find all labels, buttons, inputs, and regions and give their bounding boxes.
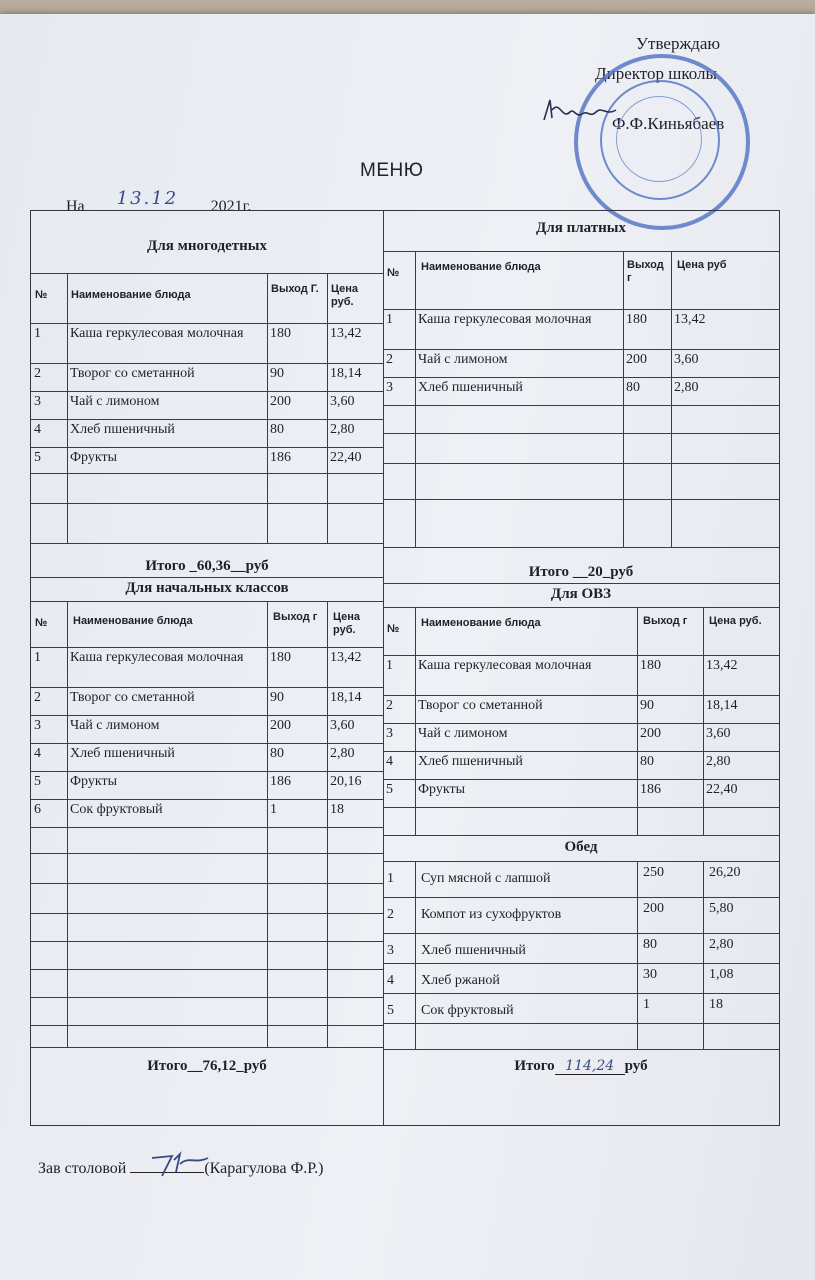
dish-yield: 186 bbox=[640, 782, 661, 797]
column-name: Наименование блюда bbox=[421, 617, 541, 629]
column-yield: Выход Г. bbox=[271, 283, 319, 295]
handwritten-date: 13.12 bbox=[116, 188, 179, 209]
dish-yield: 80 bbox=[270, 422, 284, 437]
column-name: Наименование блюда bbox=[71, 289, 191, 301]
row-number: 4 bbox=[34, 746, 41, 761]
dish-price: 18,14 bbox=[330, 690, 362, 705]
dish-yield: 180 bbox=[626, 312, 647, 327]
table-rule bbox=[67, 601, 68, 1047]
table-rule bbox=[383, 405, 779, 406]
dish-yield: 200 bbox=[640, 726, 661, 741]
menu-document bbox=[0, 14, 815, 1280]
table-rule bbox=[415, 607, 416, 835]
column-price: Цена руб. bbox=[709, 615, 762, 627]
table-rule bbox=[383, 807, 779, 808]
dish-price: 2,80 bbox=[330, 746, 355, 761]
column-name: Наименование блюда bbox=[421, 261, 541, 273]
dish-name: Компот из сухофруктов bbox=[421, 907, 562, 922]
date-prefix: На bbox=[66, 198, 85, 215]
row-number: 5 bbox=[387, 1003, 394, 1018]
lunch-title: Обед bbox=[564, 839, 598, 855]
dish-price: 3,60 bbox=[330, 718, 355, 733]
handwritten-total: 114,24 bbox=[555, 1059, 625, 1075]
table-rule bbox=[383, 433, 779, 434]
dish-yield: 80 bbox=[640, 754, 654, 769]
dish-name: Творог со сметанной bbox=[70, 690, 195, 705]
section-title-ovz: Для ОВЗ bbox=[550, 586, 612, 602]
director-title: Директор школы bbox=[595, 64, 717, 83]
dish-name: Творог со сметанной bbox=[70, 366, 195, 381]
table-rule bbox=[31, 883, 383, 884]
dish-price: 2,80 bbox=[674, 380, 699, 395]
dish-name: Каша геркулесовая молочная bbox=[70, 326, 244, 341]
dish-price: 5,80 bbox=[709, 901, 734, 916]
section-title-platnye: Для платных bbox=[536, 220, 626, 236]
dish-price: 20,16 bbox=[330, 774, 362, 789]
row-number: 1 bbox=[387, 871, 394, 886]
table-rule bbox=[31, 827, 383, 828]
column-num: № bbox=[35, 617, 48, 629]
dish-price: 18,14 bbox=[706, 698, 738, 713]
dish-yield: 180 bbox=[270, 650, 291, 665]
dish-price: 3,60 bbox=[706, 726, 731, 741]
table-rule bbox=[31, 941, 383, 942]
row-number: 3 bbox=[386, 726, 393, 741]
row-number: 1 bbox=[386, 312, 393, 327]
row-number: 2 bbox=[386, 698, 393, 713]
table-rule bbox=[671, 251, 672, 547]
table-rule bbox=[703, 861, 704, 1049]
table-rule bbox=[383, 499, 779, 500]
dish-price: 13,42 bbox=[674, 312, 706, 327]
dish-name: Фрукты bbox=[70, 774, 118, 789]
dish-yield: 80 bbox=[643, 937, 657, 952]
dish-name: Сок фруктовый bbox=[421, 1003, 514, 1018]
table-rule bbox=[623, 251, 624, 547]
column-name: Наименование блюда bbox=[73, 615, 193, 627]
total-suffix: руб bbox=[624, 1058, 648, 1074]
row-number: 3 bbox=[387, 943, 394, 958]
dish-name: Чай с лимоном bbox=[418, 726, 508, 741]
dish-name: Творог со сметанной bbox=[418, 698, 543, 713]
column-yield: Выход г bbox=[273, 611, 318, 623]
table-rule bbox=[31, 997, 383, 998]
dish-price: 13,42 bbox=[330, 650, 362, 665]
dish-yield: 1 bbox=[643, 997, 650, 1012]
school-stamp bbox=[574, 54, 750, 230]
total-mnogodetnye: Итого _60,36__руб bbox=[145, 558, 269, 574]
table-rule bbox=[31, 853, 383, 854]
dish-name: Чай с лимоном bbox=[418, 352, 508, 367]
column-num: № bbox=[35, 289, 48, 301]
row-number: 3 bbox=[34, 718, 41, 733]
dish-yield: 200 bbox=[626, 352, 647, 367]
row-number: 5 bbox=[386, 782, 393, 797]
column-yield: Выход г bbox=[627, 259, 664, 284]
table-rule bbox=[415, 251, 416, 547]
dish-price: 3,60 bbox=[330, 394, 355, 409]
table-rule bbox=[327, 601, 328, 1047]
table-rule bbox=[383, 463, 779, 464]
row-number: 1 bbox=[386, 658, 393, 673]
row-number: 4 bbox=[387, 973, 394, 988]
dish-yield: 186 bbox=[270, 774, 291, 789]
dish-name: Суп мясной с лапшой bbox=[421, 871, 551, 886]
column-price: Цена руб. bbox=[331, 283, 359, 308]
dish-yield: 90 bbox=[270, 366, 284, 381]
dish-name: Хлеб пшеничный bbox=[70, 422, 175, 437]
dish-name: Чай с лимоном bbox=[70, 394, 160, 409]
dish-name: Хлеб ржаной bbox=[421, 973, 500, 988]
total-prefix: Итого bbox=[514, 1058, 555, 1074]
dish-name: Хлеб пшеничный bbox=[418, 380, 523, 395]
dish-yield: 250 bbox=[643, 865, 664, 880]
dish-yield: 80 bbox=[626, 380, 640, 395]
dish-yield: 80 bbox=[270, 746, 284, 761]
table-rule bbox=[31, 969, 383, 970]
dish-yield: 186 bbox=[270, 450, 291, 465]
dish-name: Сок фруктовый bbox=[70, 802, 163, 817]
total-ovz bbox=[383, 1049, 779, 1125]
column-yield: Выход г bbox=[643, 615, 688, 627]
dish-price: 22,40 bbox=[706, 782, 738, 797]
row-number: 3 bbox=[386, 380, 393, 395]
column-price: Цена руб bbox=[677, 259, 727, 271]
dish-name: Фрукты bbox=[70, 450, 118, 465]
dish-yield: 1 bbox=[270, 802, 277, 817]
row-number: 5 bbox=[34, 774, 41, 789]
dish-name: Чай с лимоном bbox=[70, 718, 160, 733]
row-number: 2 bbox=[387, 907, 394, 922]
date-suffix: 2021г. bbox=[210, 198, 252, 215]
dish-price: 2,80 bbox=[706, 754, 731, 769]
dish-yield: 180 bbox=[640, 658, 661, 673]
section-title-nachalnye: Для начальных классов bbox=[125, 580, 289, 596]
menu-table bbox=[30, 210, 780, 1126]
dish-yield: 90 bbox=[270, 690, 284, 705]
dish-price: 1,08 bbox=[709, 967, 734, 982]
column-price: Цена руб. bbox=[333, 611, 361, 636]
table-rule bbox=[31, 1025, 383, 1026]
table-rule bbox=[703, 607, 704, 835]
dish-name: Хлеб пшеничный bbox=[70, 746, 175, 761]
dish-yield: 180 bbox=[270, 326, 291, 341]
dish-name: Хлеб пшеничный bbox=[418, 754, 523, 769]
column-num: № bbox=[387, 267, 400, 279]
row-number: 6 bbox=[34, 802, 41, 817]
row-number: 1 bbox=[34, 650, 41, 665]
dish-price: 2,80 bbox=[709, 937, 734, 952]
row-number: 4 bbox=[34, 422, 41, 437]
dish-yield: 90 bbox=[640, 698, 654, 713]
total-platnye: Итого __20_руб bbox=[528, 564, 634, 580]
dish-price: 18,14 bbox=[330, 366, 362, 381]
director-name: Ф.Ф.Киньябаев bbox=[612, 114, 725, 133]
dish-yield: 200 bbox=[270, 718, 291, 733]
dish-price: 18 bbox=[709, 997, 723, 1012]
dish-price: 13,42 bbox=[706, 658, 738, 673]
dish-yield: 30 bbox=[643, 967, 657, 982]
row-number: 2 bbox=[34, 366, 41, 381]
date-blank bbox=[89, 188, 211, 211]
table-rule bbox=[267, 273, 268, 543]
section-title-mnogodetnye: Для многодетных bbox=[147, 238, 267, 254]
dish-name: Каша геркулесовая молочная bbox=[418, 658, 592, 673]
table-rule bbox=[383, 1023, 779, 1024]
dish-yield: 200 bbox=[270, 394, 291, 409]
table-rule bbox=[327, 273, 328, 543]
dish-price: 2,80 bbox=[330, 422, 355, 437]
total-nachalnye: Итого__76,12_руб bbox=[147, 1058, 267, 1074]
table-rule bbox=[31, 503, 383, 504]
row-number: 3 bbox=[34, 394, 41, 409]
table-rule bbox=[637, 861, 638, 1049]
row-number: 2 bbox=[386, 352, 393, 367]
dish-name: Каша геркулесовая молочная bbox=[70, 650, 244, 665]
dish-name: Фрукты bbox=[418, 782, 466, 797]
dish-yield: 200 bbox=[643, 901, 664, 916]
stamp-core-ring bbox=[616, 96, 702, 182]
page-title: МЕНЮ bbox=[360, 160, 424, 181]
table-rule bbox=[637, 607, 638, 835]
approve-line: Утверждаю bbox=[636, 34, 721, 53]
table-rule bbox=[415, 861, 416, 1049]
dish-name: Хлеб пшеничный bbox=[421, 943, 526, 958]
row-number: 4 bbox=[386, 754, 393, 769]
footer-manager: (Карагулова Ф.Р.) bbox=[204, 1160, 324, 1177]
dish-price: 18 bbox=[330, 802, 344, 817]
column-num: № bbox=[387, 623, 400, 635]
row-number: 2 bbox=[34, 690, 41, 705]
table-rule bbox=[267, 601, 268, 1047]
dish-price: 22,40 bbox=[330, 450, 362, 465]
director-signature bbox=[540, 90, 620, 130]
dish-price: 3,60 bbox=[674, 352, 699, 367]
row-number: 1 bbox=[34, 326, 41, 341]
row-number: 5 bbox=[34, 450, 41, 465]
dish-name: Каша геркулесовая молочная bbox=[418, 312, 592, 327]
dish-price: 26,20 bbox=[709, 865, 741, 880]
table-rule bbox=[31, 913, 383, 914]
table-rule bbox=[31, 473, 383, 474]
manager-signature bbox=[150, 1150, 214, 1180]
table-rule bbox=[67, 273, 68, 543]
dish-price: 13,42 bbox=[330, 326, 362, 341]
footer-prefix: Зав столовой bbox=[38, 1160, 127, 1177]
